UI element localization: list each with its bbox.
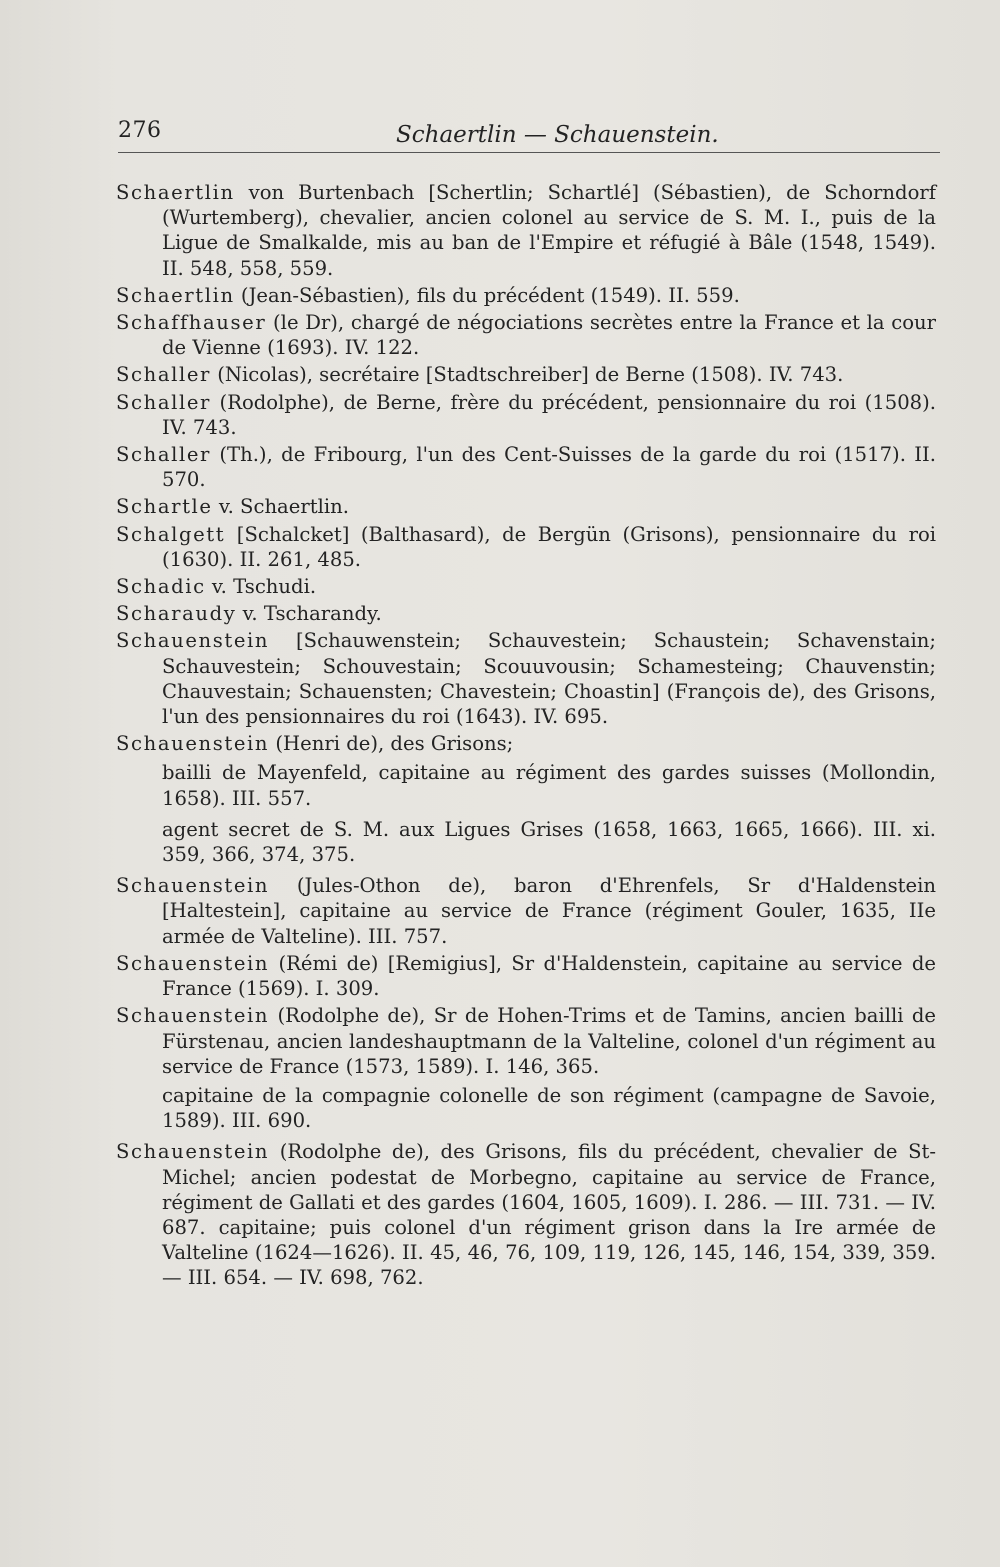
entry-text: v. Schaertlin. (218, 495, 349, 519)
entry-headword: Schauenstein (116, 1004, 270, 1028)
index-entry (116, 601, 936, 626)
entry-text: (Rodolphe de), Sr de Hohen-Trims et de Tamins, ancien bailli de Fürstenau, ancien landeshauptmann de la Valteline, colonel d'un régiment au service de France (1573, 1589). I. 146, 365. (162, 1004, 936, 1078)
index-entry (116, 731, 936, 756)
index-entry (116, 628, 936, 729)
entry-text: [Schalcket] (Balthasard), de Bergün (Grisons), pensionnaire du roi (1630). II. 261, 485. (162, 522, 937, 571)
page-number: 276 (118, 118, 162, 143)
entry-headword: Schaller (116, 390, 211, 414)
subentry-text: bailli de Mayenfeld, capitaine au régiment des gardes suisses (Mollondin, 1658). III. 557. (162, 761, 936, 810)
entry-headword: Schaffhauser (116, 311, 267, 335)
index-entry (116, 283, 936, 308)
entry-headword: Schauenstein (116, 1140, 270, 1164)
index-entry (116, 494, 936, 519)
index-entry (116, 362, 936, 387)
index-entry (116, 390, 936, 440)
index-entry (116, 574, 936, 599)
entry-headword: Schauenstein (116, 732, 270, 756)
entry-text: (le Dr), chargé de négociations secrètes entre la France et la cour de Vienne (1693). IV. 122. (162, 311, 936, 360)
entry-headword: Schaertlin (116, 181, 235, 204)
entry-headword: Schadic (116, 575, 206, 599)
entry-text: (Th.), de Fribourg, l'un des Cent-Suisses de la garde du roi (1517). II. 570. (162, 443, 936, 492)
entry-text: von Burtenbach [Schertlin; Schartlé] (Sébastien), de Schorndorf (Wurtemberg), chevalier, ancien colonel au service de S. M. I., puis de la Ligue de Smalkalde, mis au ban de l'Empire et réfugié à Bâle (1548, 1549). II. 548, 558, 559. (162, 181, 936, 280)
index-entry (116, 310, 936, 360)
entry-text: (Henri de), des Grisons; (275, 732, 514, 756)
entry-headword: Schauenstein (116, 629, 270, 653)
entry-headword: Schauenstein (116, 951, 270, 975)
index-entry (116, 180, 936, 281)
index-subentry (116, 760, 936, 867)
entry-text: v. Tschudi. (211, 575, 317, 599)
entry-headword: Schalgett (116, 522, 226, 546)
entry-headword: Schauenstein (116, 874, 270, 898)
header-rule (118, 152, 940, 153)
entry-text: (Nicolas), secrétaire [Stadtschreiber] de Berne (1508). IV. 743. (217, 363, 844, 387)
entry-headword: Schartle (116, 495, 213, 519)
running-title: Schaertlin — Schauenstein. (396, 122, 719, 148)
page-header (118, 112, 940, 156)
index-entry (116, 951, 936, 1001)
entry-headword: Scharaudy (116, 602, 237, 626)
subentry-text: agent secret de S. M. aux Ligues Grises (1658, 1663, 1665, 1666). III. xi. 359, 366, 374, 375. (162, 817, 936, 867)
entry-headword: Schaller (116, 363, 211, 387)
entry-headword: Schaertlin (116, 283, 235, 307)
index-entries (116, 180, 936, 1293)
entry-text: (Jean-Sébastien), fils du précédent (1549). II. 559. (240, 283, 740, 307)
entry-text: (Jules-Othon de), baron d'Ehrenfels, Sr d'Haldenstein [Haltestein], capitaine au service de France (régiment Gouler, 1635, IIe armée de Valteline). III. 757. (162, 874, 936, 948)
index-entry (116, 522, 936, 572)
subentry-text: capitaine de la compagnie colonelle de son régiment (campagne de Savoie, 1589). III. 690. (162, 1083, 936, 1133)
index-entry (116, 1003, 936, 1079)
index-entry (116, 442, 936, 492)
entry-text: (Rémi de) [Remigius], Sr d'Haldenstein, capitaine au service de France (1569). I. 309. (162, 951, 937, 1001)
index-entry (116, 1139, 936, 1290)
entry-text: [Schauwenstein; Schauvestein; Schaustein; Schavenstain; Schauvestein; Schouvestain; Scouuvousin; Schamesteing; Chauvenstin; Chauvestain; Schauensten; Chavestein; Choastin] (François de), des Grisons, l'un des pensionnaires du roi (1643). IV. 695. (162, 629, 936, 729)
index-subentry (116, 1083, 936, 1133)
entry-text: v. Tscharandy. (242, 602, 382, 626)
entry-headword: Schaller (116, 443, 211, 467)
entry-text: (Rodolphe de), des Grisons, fils du précédent, chevalier de St-Michel; ancien podestat de Morbegno, capitaine au service de France, régiment de Gallati et des gardes (1604, 1605, 1609). I. 286. — III. 731. — IV. 687. capitaine; puis colonel d'un régiment grison dans la Ire armée de Valteline (1624—1626). II. 45, 46, 76, 109, 119, 126, 145, 146, 154, 339, 359. — III. 654. — IV. 698, 762. (162, 1140, 936, 1290)
entry-text: (Rodolphe), de Berne, frère du précédent, pensionnaire du roi (1508). IV. 743. (162, 390, 936, 439)
index-entry (116, 873, 936, 949)
